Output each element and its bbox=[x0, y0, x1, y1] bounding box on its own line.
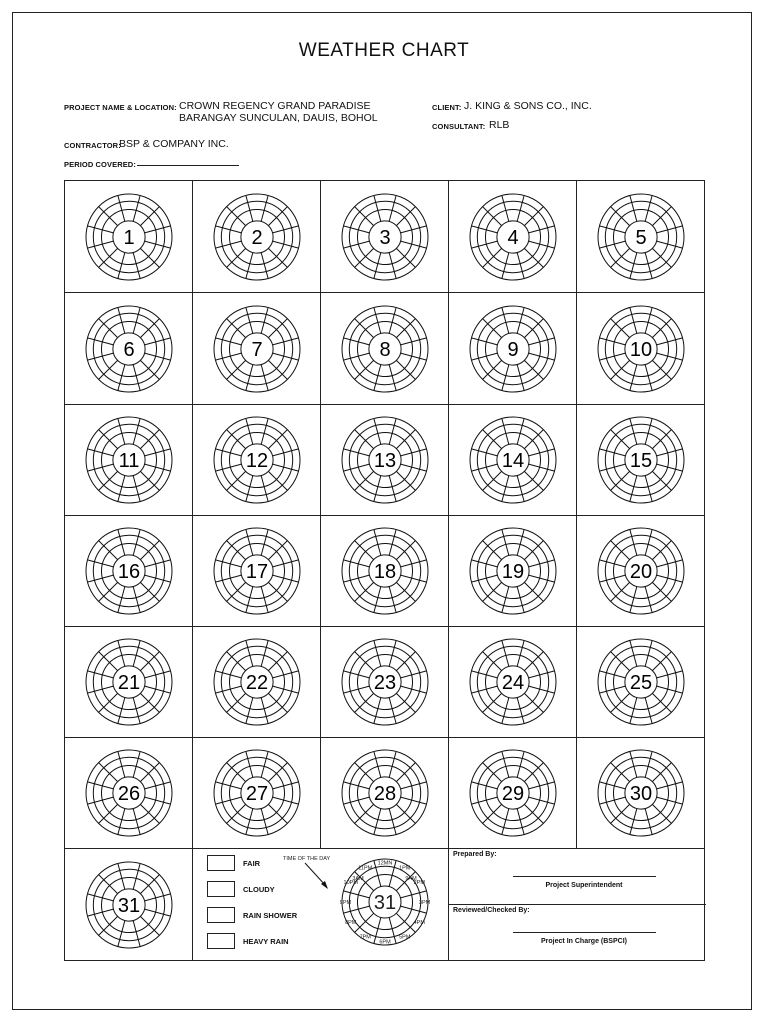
day-cell-29 bbox=[449, 738, 577, 849]
reviewed-by-label: Reviewed/Checked By: bbox=[453, 907, 530, 914]
day-wheel-16[interactable] bbox=[84, 526, 174, 616]
day-wheel-3[interactable] bbox=[340, 192, 430, 282]
hour-label: 3PM bbox=[418, 900, 431, 906]
day-wheel-21[interactable] bbox=[84, 637, 174, 727]
legend-item bbox=[207, 880, 275, 898]
day-cell-2 bbox=[193, 181, 321, 293]
day-cell-26 bbox=[65, 738, 193, 849]
hour-label: 8PM bbox=[345, 919, 357, 926]
hour-label: 4PM bbox=[413, 919, 425, 926]
day-number: 5 bbox=[635, 226, 647, 249]
hour-label: 7PM bbox=[359, 934, 371, 941]
day-number: 9 bbox=[506, 338, 519, 361]
legend-item bbox=[207, 932, 289, 950]
day-wheel-20[interactable] bbox=[596, 526, 686, 616]
sample-day-number: 31 bbox=[373, 892, 397, 914]
day-number: 28 bbox=[373, 783, 396, 806]
hour-label: 5PM bbox=[399, 934, 411, 941]
day-cell-6 bbox=[65, 293, 193, 405]
day-cell-24 bbox=[449, 627, 577, 738]
day-wheel-4[interactable] bbox=[468, 192, 558, 282]
day-wheel-26[interactable] bbox=[84, 748, 174, 838]
time-of-day-diagram bbox=[279, 849, 449, 960]
hour-label: 1PM bbox=[399, 865, 411, 872]
day-number: 22 bbox=[245, 672, 268, 695]
day-wheel-6[interactable] bbox=[84, 304, 174, 394]
hour-label: 9PM bbox=[339, 900, 352, 906]
signature-divider bbox=[449, 904, 706, 905]
signature-cell bbox=[449, 849, 706, 961]
day-number: 7 bbox=[250, 338, 263, 361]
page-title: WEATHER CHART bbox=[298, 40, 470, 61]
day-cell-7 bbox=[193, 293, 321, 405]
day-number: 8 bbox=[378, 338, 391, 361]
legend-label: FAIR bbox=[243, 858, 261, 868]
consultant-value: RLB bbox=[489, 119, 510, 131]
day-cell-22 bbox=[193, 627, 321, 738]
day-wheel-15[interactable] bbox=[596, 415, 686, 505]
day-cell-23 bbox=[321, 627, 449, 738]
day-wheel-14[interactable] bbox=[468, 415, 558, 505]
day-number: 29 bbox=[501, 783, 524, 806]
day-cell-21 bbox=[65, 627, 193, 738]
day-wheel-7[interactable] bbox=[212, 304, 302, 394]
legend-swatch[interactable] bbox=[207, 881, 235, 897]
day-cell-18 bbox=[321, 516, 449, 627]
legend-label: HEAVY RAIN bbox=[243, 936, 289, 946]
day-cell-16 bbox=[65, 516, 193, 627]
inner-label: 9AM bbox=[405, 876, 417, 882]
day-number: 6 bbox=[122, 338, 135, 361]
legend-swatch[interactable] bbox=[207, 907, 235, 923]
project-location: BARANGAY SUNCULAN, DAUIS, BOHOL bbox=[179, 112, 378, 124]
day-cell-10 bbox=[577, 293, 705, 405]
day-number: 3 bbox=[378, 226, 391, 249]
day-wheel-27[interactable] bbox=[212, 748, 302, 838]
day-wheel-12[interactable] bbox=[212, 415, 302, 505]
day-wheel-29[interactable] bbox=[468, 748, 558, 838]
hour-label: 10PM bbox=[343, 880, 358, 887]
prepared-by-role: Project Superintendent bbox=[545, 882, 623, 889]
day-number: 31 bbox=[117, 895, 140, 918]
day-cell-13 bbox=[321, 405, 449, 516]
project-label: PROJECT NAME & LOCATION: bbox=[64, 103, 177, 112]
day-cell-4 bbox=[449, 181, 577, 293]
day-cell-14 bbox=[449, 405, 577, 516]
day-wheel-30[interactable] bbox=[596, 748, 686, 838]
contractor-value: BSP & COMPANY INC. bbox=[119, 138, 229, 150]
day-number: 4 bbox=[506, 226, 519, 249]
day-number: 30 bbox=[629, 783, 653, 806]
period-input-line[interactable] bbox=[137, 165, 239, 166]
day-wheel-5[interactable] bbox=[596, 192, 686, 282]
legend-label: CLOUDY bbox=[243, 884, 275, 894]
day-wheel-17[interactable] bbox=[212, 526, 302, 616]
day-wheel-23[interactable] bbox=[340, 637, 430, 727]
day-cell-1 bbox=[65, 181, 193, 293]
day-number: 23 bbox=[373, 672, 396, 695]
day-number: 14 bbox=[501, 450, 524, 473]
day-cell-12 bbox=[193, 405, 321, 516]
contractor-label: CONTRACTOR: bbox=[64, 141, 121, 150]
day-cell-20 bbox=[577, 516, 705, 627]
day-number: 16 bbox=[117, 561, 140, 584]
day-wheel-10[interactable] bbox=[596, 304, 686, 394]
project-name: CROWN REGENCY GRAND PARADISE bbox=[179, 100, 371, 112]
day-number: 10 bbox=[629, 338, 653, 361]
reviewed-by-signature-line[interactable] bbox=[513, 932, 656, 933]
prepared-by-signature-line[interactable] bbox=[513, 876, 656, 877]
day-cell-8 bbox=[321, 293, 449, 405]
day-wheel-2[interactable] bbox=[212, 192, 302, 282]
day-cell-9 bbox=[449, 293, 577, 405]
day-cell-28 bbox=[321, 738, 449, 849]
day-cell-5 bbox=[577, 181, 705, 293]
legend-swatch[interactable] bbox=[207, 855, 235, 871]
hour-label: 11PM bbox=[358, 865, 373, 872]
day-wheel-19[interactable] bbox=[468, 526, 558, 616]
time-of-day-label: TIME OF THE DAY bbox=[283, 856, 331, 862]
legend-item bbox=[207, 854, 260, 872]
day-cell-31 bbox=[65, 849, 193, 961]
day-cell-19 bbox=[449, 516, 577, 627]
day-cell-25 bbox=[577, 627, 705, 738]
day-number: 12 bbox=[245, 450, 268, 473]
day-cell-3 bbox=[321, 181, 449, 293]
day-number: 11 bbox=[118, 450, 139, 473]
day-number: 20 bbox=[629, 561, 653, 584]
weather-grid bbox=[64, 180, 705, 961]
day-wheel-11[interactable] bbox=[84, 415, 174, 505]
day-cell-17 bbox=[193, 516, 321, 627]
day-number: 15 bbox=[629, 450, 653, 473]
day-wheel-28[interactable] bbox=[340, 748, 430, 838]
day-cell-27 bbox=[193, 738, 321, 849]
legend-label: RAIN SHOWER bbox=[243, 910, 298, 920]
day-wheel-25[interactable] bbox=[596, 637, 686, 727]
day-wheel-1[interactable] bbox=[84, 192, 174, 282]
day-number: 13 bbox=[373, 450, 396, 473]
client-value: J. KING & SONS CO., INC. bbox=[464, 100, 592, 112]
prepared-by-label: Prepared By: bbox=[453, 851, 497, 858]
inner-label: 3AM bbox=[352, 876, 364, 882]
client-label: CLIENT: bbox=[432, 103, 462, 112]
day-number: 2 bbox=[250, 226, 263, 249]
day-number: 21 bbox=[117, 672, 140, 695]
day-wheel-9[interactable] bbox=[468, 304, 558, 394]
day-wheel-18[interactable] bbox=[340, 526, 430, 616]
hour-label: 6PM bbox=[379, 939, 391, 946]
day-cell-30 bbox=[577, 738, 705, 849]
day-wheel-22[interactable] bbox=[212, 637, 302, 727]
day-number: 26 bbox=[117, 783, 140, 806]
day-number: 19 bbox=[501, 561, 524, 584]
day-number: 24 bbox=[501, 672, 524, 695]
day-wheel-31[interactable] bbox=[84, 860, 174, 950]
day-wheel-8[interactable] bbox=[340, 304, 430, 394]
day-wheel-24[interactable] bbox=[468, 637, 558, 727]
day-wheel-13[interactable] bbox=[340, 415, 430, 505]
day-number: 1 bbox=[122, 226, 135, 249]
legend-cell bbox=[193, 849, 449, 961]
hour-label: 12MN bbox=[377, 860, 393, 867]
day-number: 25 bbox=[629, 672, 653, 695]
day-number: 27 bbox=[245, 783, 268, 806]
day-cell-11 bbox=[65, 405, 193, 516]
period-label: PERIOD COVERED: bbox=[64, 160, 136, 169]
legend-swatch[interactable] bbox=[207, 933, 235, 949]
day-cell-15 bbox=[577, 405, 705, 516]
hour-label: 2PM bbox=[413, 880, 425, 887]
day-number: 17 bbox=[245, 561, 268, 584]
reviewed-by-role: Project In Charge (BSPCI) bbox=[541, 938, 627, 945]
consultant-label: CONSULTANT: bbox=[432, 122, 486, 131]
day-number: 18 bbox=[373, 561, 396, 584]
